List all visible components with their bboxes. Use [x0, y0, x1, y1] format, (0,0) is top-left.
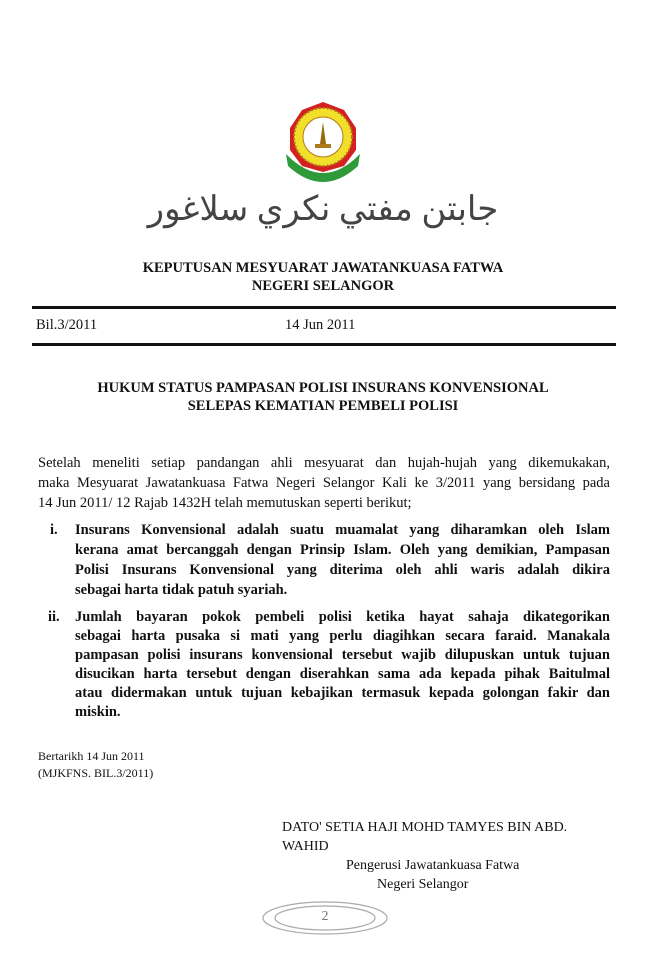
item-line: sebagai harta pusaka si mati yang perlu diagihkan secara faraid. Manakala	[75, 628, 610, 644]
item-line: atau didermakan untuk tujuan kebajikan termasuk kepada golongan fakir dan	[75, 685, 610, 701]
paragraph-line: maka Mesyuarat Jawatankuasa Fatwa Negeri Selangor Kali ke 3/2011 yang bersidang pada	[38, 475, 610, 491]
item-line: sebagai harta tidak patuh syariah.	[75, 582, 288, 598]
item-line: Insurans Konvensional adalah suatu muamalat yang diharamkan oleh Islam	[75, 522, 610, 538]
item-line: pampasan polisi insurans konvensional tersebut wajib dilupuskan untuk tujuan	[75, 647, 610, 663]
title-line: NEGERI SELANGOR	[251, 278, 395, 294]
signatory-title: Pengerusi Jawatankuasa Fatwa	[346, 858, 520, 873]
page-number: 2	[321, 909, 329, 924]
item-line: Jumlah bayaran pokok pembeli polisi ketika hayat sahaja dikategorikan	[75, 609, 610, 625]
page-number-badge	[262, 901, 388, 935]
item-line: disucikan harta tersebut dengan diserahkan sama ada kepada pihak Baitulmal	[75, 666, 610, 682]
heading-line: SELEPAS KEMATIAN PEMBELI POLISI	[187, 398, 459, 414]
document-title	[0, 259, 646, 295]
paragraph-line: 14 Jun 2011/ 12 Rajab 1432H telah memutuskan seperti berikut;	[38, 495, 412, 511]
dated-ref: (MJKFNS. BIL.3/2011)	[38, 766, 154, 780]
dated-line: Bertarikh 14 Jun 2011	[38, 749, 145, 763]
paragraph-line: Setelah meneliti setiap pandangan ahli mesyuarat dan hujah-hujah yang dikemukakan,	[38, 455, 610, 471]
reference-number: Bil.3/2011	[36, 317, 98, 333]
item-line: Polisi Insurans Konvensional yang diterima oleh ahli waris adalah dikira	[75, 562, 610, 578]
divider-top	[32, 306, 616, 309]
item-number: ii.	[48, 609, 60, 625]
item-line: kerana amat bercanggah dengan Prinsip Islam. Oleh yang demikian, Pampasan	[75, 542, 610, 558]
decision-heading	[0, 379, 646, 415]
dated-block	[38, 748, 153, 782]
calligraphy-logo	[0, 188, 646, 232]
document-date: 14 Jun 2011	[285, 317, 356, 333]
signature-block	[282, 818, 612, 894]
calligraphy-text: جابتن مفتي نكري سلاغور	[147, 191, 499, 228]
signatory-name: DATO' SETIA HAJI MOHD TAMYES BIN ABD. WAHID	[282, 820, 568, 854]
divider-bottom	[32, 343, 616, 346]
title-line: KEPUTUSAN MESYUARAT JAWATANKUASA FATWA	[142, 260, 504, 276]
emblem-logo	[278, 92, 368, 188]
signatory-org: Negeri Selangor	[377, 877, 469, 892]
item-line: miskin.	[75, 704, 121, 720]
item-number: i.	[50, 522, 58, 538]
heading-line: HUKUM STATUS PAMPASAN POLISI INSURANS KONVENSIONAL	[97, 380, 549, 396]
